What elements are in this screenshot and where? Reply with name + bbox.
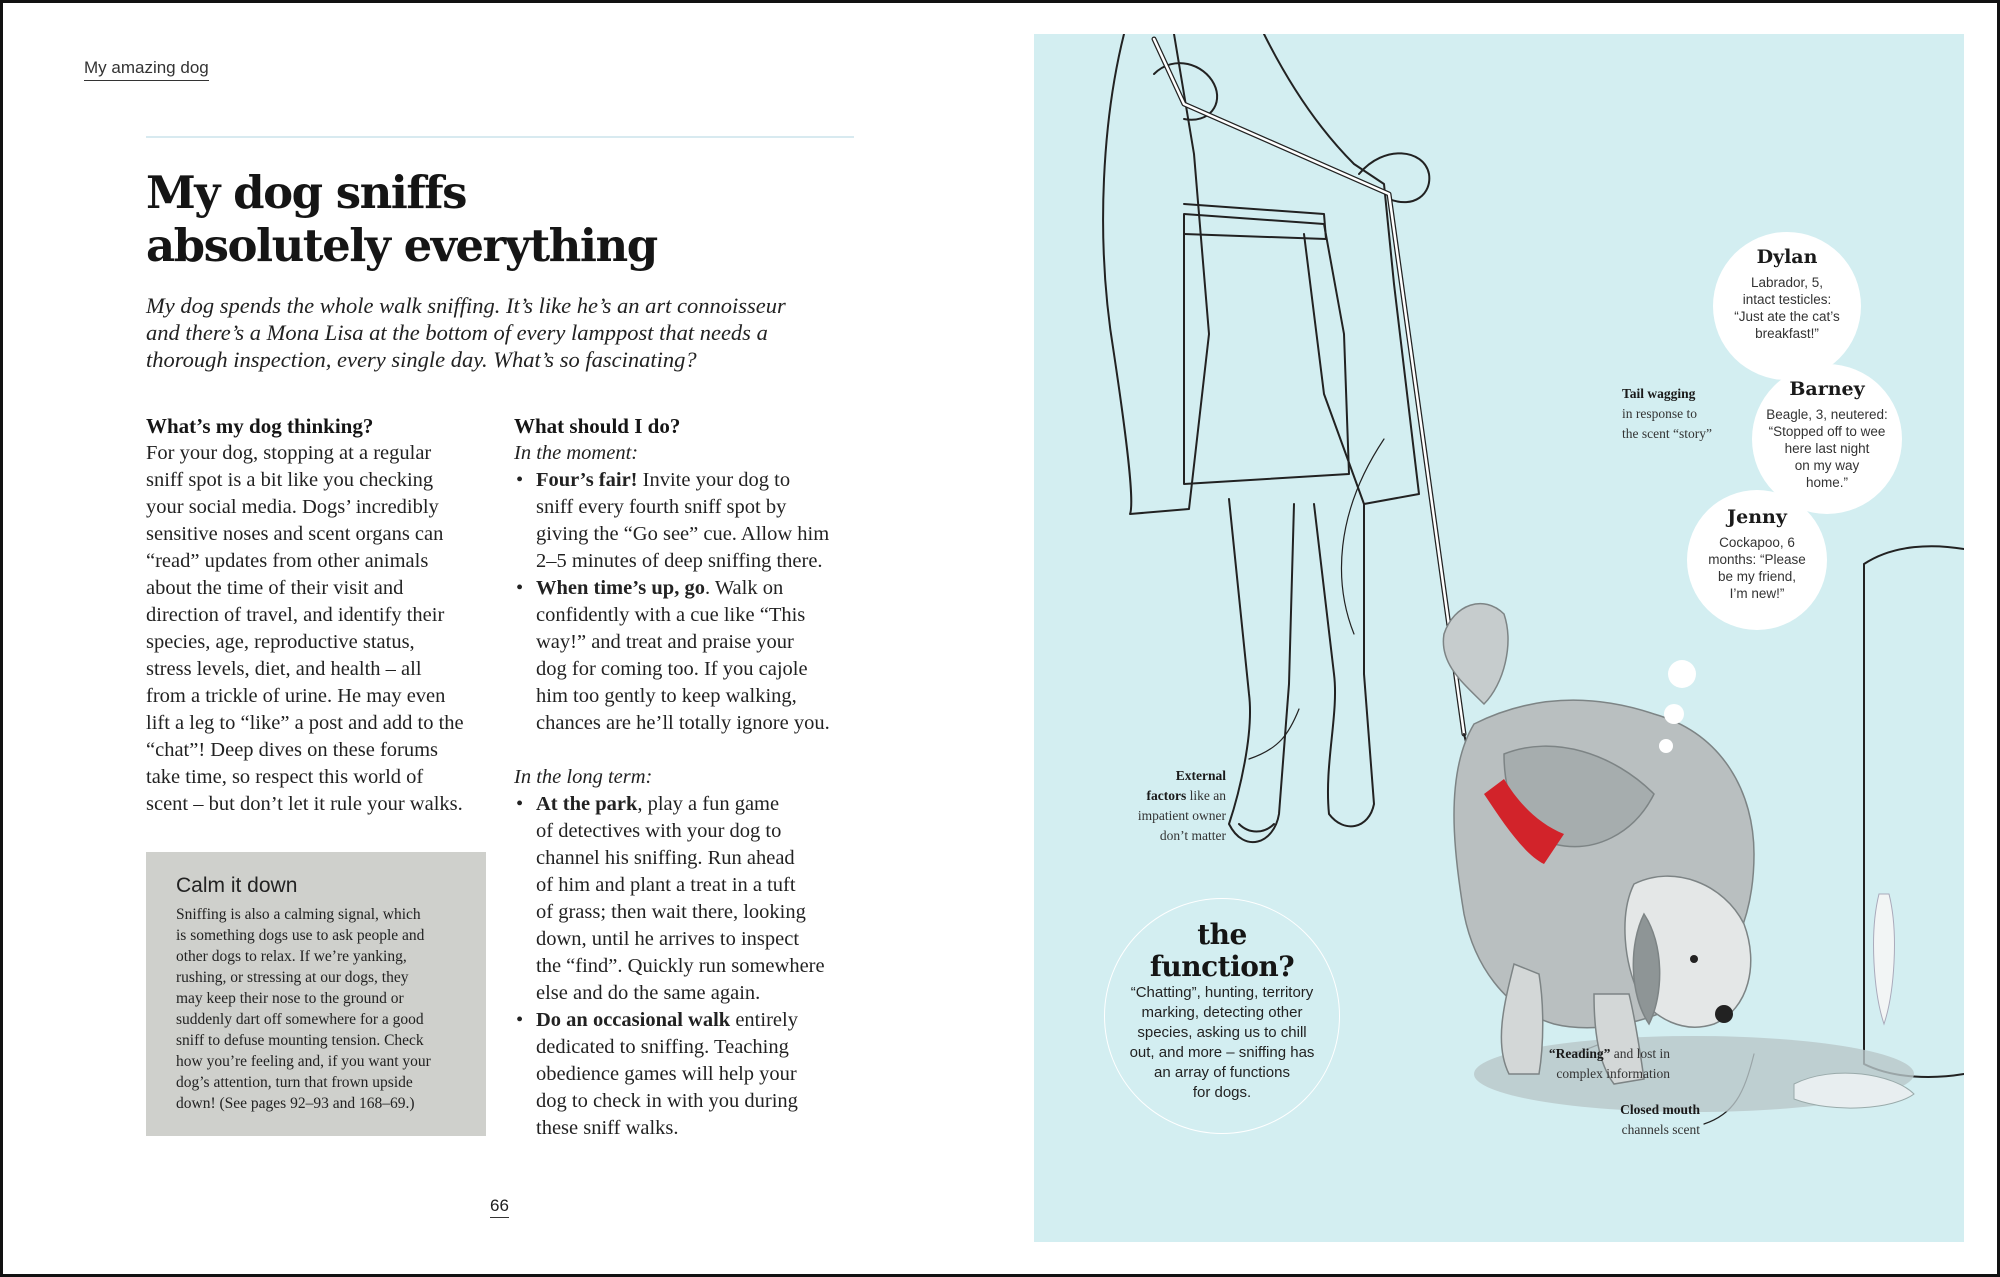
calm-line: suddenly dart off somewhere for a good	[176, 1011, 424, 1028]
body-line: species, age, reproductive status,	[146, 631, 415, 653]
bullet-line: dog for coming too. If you cajole	[536, 658, 808, 680]
intro-line: thorough inspection, every single day. What’s so fascinating?	[146, 347, 697, 372]
bullet-line: the “find”. Quickly run somewhere	[536, 955, 825, 977]
label-external-factors	[1122, 766, 1226, 846]
bubble-line: “Stopped off to wee	[1768, 424, 1886, 439]
label-bold: factors	[1146, 788, 1187, 803]
bullet-line: confidently with a cue like “This	[536, 604, 806, 626]
bullet-time-up	[514, 575, 864, 602]
label-line: the scent “story”	[1622, 426, 1712, 441]
bullet-line: chances are he’ll totally ignore you.	[536, 712, 830, 734]
bullet-line: down, until he arrives to inspect	[536, 928, 800, 950]
bullet-text: . Walk on	[704, 577, 784, 599]
long-term-label: In the long term:	[514, 766, 653, 788]
bullet-bold: At the park	[536, 793, 638, 815]
calm-line: other dogs to relax. If we’re yanking,	[176, 948, 407, 965]
bullet-bold: Do an occasional walk	[536, 1009, 731, 1031]
bullet-line: 2–5 minutes of deep sniffing there.	[536, 550, 823, 572]
label-bold: “Reading”	[1548, 1046, 1611, 1061]
bullet-line: sniff every fourth sniff spot by	[536, 496, 787, 518]
calm-it-down-box	[146, 852, 486, 1136]
body-line: about the time of their visit and	[146, 577, 404, 599]
function-title-line: function?	[1149, 950, 1295, 983]
title-line: My dog sniffs	[146, 166, 466, 219]
external-leader	[1249, 709, 1299, 759]
dog-nose	[1715, 1005, 1733, 1023]
label-reading	[1530, 1044, 1670, 1084]
body-line: from a trickle of urine. He may even	[146, 685, 446, 707]
title-line: absolutely everything	[146, 219, 657, 272]
bubble-line: Cockapoo, 6	[1719, 535, 1795, 550]
bubble-line: I’m new!”	[1729, 586, 1785, 601]
owner-arm	[1154, 63, 1217, 120]
bubble-line: months: “Please	[1708, 552, 1806, 567]
calm-line: Sniffing is also a calming signal, which	[176, 906, 421, 923]
body-line: stress levels, diet, and health – all	[146, 658, 422, 680]
calm-line: dog’s attention, turn that frown upside	[176, 1074, 413, 1091]
label-line: in response to	[1622, 406, 1697, 421]
function-line: “Chatting”, hunting, territory	[1130, 984, 1314, 1001]
urine-splash	[1874, 894, 1895, 1024]
bubble-jenny	[1687, 490, 1827, 630]
intro-text	[146, 292, 866, 373]
dog	[1443, 604, 1754, 1084]
label-bold: Closed mouth	[1620, 1102, 1700, 1117]
bullet-line: else and do the same again.	[536, 982, 761, 1004]
body-line: lift a leg to “like” a post and add to the	[146, 712, 464, 734]
body-line: “chat”! Deep dives on these forums	[146, 739, 439, 761]
label-line: impatient owner	[1137, 808, 1226, 823]
owner-boot-detail	[1239, 824, 1274, 832]
label-closed-mouth	[1600, 1100, 1700, 1140]
bullet-line: of detectives with your dog to	[536, 820, 782, 842]
page-number: 66	[490, 1196, 509, 1218]
should-column	[514, 412, 864, 1142]
owner-leg-right	[1314, 504, 1374, 826]
thought-dot	[1668, 660, 1696, 688]
body-line: For your dog, stopping at a regular	[146, 442, 432, 464]
bullet-line: dedicated to sniffing. Teaching	[536, 1036, 789, 1058]
function-line: for dogs.	[1192, 1084, 1252, 1101]
thinking-heading: What’s my dog thinking?	[146, 414, 374, 438]
body-line: your social media. Dogs’ incredibly	[146, 496, 439, 518]
bullet-line: dog to check in with you during	[536, 1090, 798, 1112]
bubble-line: here last night	[1784, 441, 1870, 456]
body-line: sniff spot is a bit like you checking	[146, 469, 434, 491]
bullet-at-the-park	[514, 791, 864, 818]
calm-line: how you’re feeling and, if you want your	[176, 1053, 431, 1070]
calm-line: sniff to defuse mounting tension. Check	[176, 1032, 424, 1049]
label-line	[1530, 1044, 1670, 1064]
thought-dot	[1664, 704, 1684, 724]
owner-skirt	[1184, 214, 1349, 484]
bullet-line: him too gently to keep walking,	[536, 685, 797, 707]
label-bold: Tail wagging	[1622, 386, 1696, 401]
function-line: marking, detecting other	[1141, 1004, 1303, 1021]
body-line: sensitive noses and scent organs can	[146, 523, 444, 545]
calm-heading: Calm it down	[176, 874, 298, 897]
bullet-text: Invite your dog to	[637, 469, 791, 491]
intro-line: and there’s a Mona Lisa at the bottom of every lamppost that needs a	[146, 320, 768, 345]
bullet-line: obedience games will help your	[536, 1063, 797, 1085]
leash	[1154, 39, 1464, 734]
label-bold: External	[1175, 768, 1226, 783]
bullet-line: channel his sniffing. Run ahead	[536, 847, 795, 869]
header-rule	[146, 136, 854, 138]
bullet-bold: When time’s up, go	[536, 577, 705, 599]
bubble-name: Barney	[1789, 378, 1865, 400]
intro-line: My dog spends the whole walk sniffing. It’s like he’s an art connoisseur	[146, 293, 786, 318]
bubble-line: home.”	[1805, 475, 1849, 490]
bubble-line: on my way	[1794, 458, 1860, 473]
bullet-line: of him and plant a treat in a tuft	[536, 874, 796, 896]
function-line: out, and more – sniffing has	[1129, 1044, 1315, 1061]
body-line: direction of travel, and identify their	[146, 604, 445, 626]
label-text: and lost in	[1610, 1046, 1670, 1061]
spacer	[514, 737, 864, 764]
body-line: take time, so respect this world of	[146, 766, 424, 788]
owner-leg-left	[1229, 499, 1294, 842]
bullet-line: giving the “Go see” cue. Allow him	[536, 523, 830, 545]
calm-line: may keep their nose to the ground or	[176, 990, 404, 1007]
label-line: channels scent	[1621, 1122, 1700, 1137]
owner-hand	[1359, 153, 1429, 202]
bubble-line: breakfast!”	[1755, 326, 1819, 341]
bubble-dylan	[1713, 232, 1861, 380]
bubble-line: Labrador, 5,	[1750, 275, 1824, 290]
dog-eye	[1690, 955, 1698, 963]
running-head: My amazing dog	[84, 58, 209, 81]
body-line: “read” updates from other animals	[146, 550, 429, 572]
function-circle	[1104, 898, 1340, 1134]
function-line: an array of functions	[1154, 1064, 1290, 1081]
bullet-text: , play a fun game	[637, 793, 780, 815]
should-heading: What should I do?	[514, 414, 681, 438]
label-line: complex information	[1556, 1066, 1670, 1081]
bullet-line: way!” and treat and praise your	[536, 631, 794, 653]
bubble-line: Beagle, 3, neutered:	[1766, 407, 1888, 422]
function-title-line: the	[1197, 918, 1247, 951]
bullet-occasional-walk	[514, 1007, 864, 1034]
calm-line: rushing, or stressing at our dogs, they	[176, 969, 409, 986]
label-text: like an	[1186, 788, 1226, 803]
calm-line: down! (See pages 92–93 and 168–69.)	[176, 1095, 415, 1112]
label-tail-wagging	[1622, 384, 1712, 444]
bubble-line: intact testicles:	[1742, 292, 1832, 307]
calm-line: is something dogs use to ask people and	[176, 927, 425, 944]
bubble-line: “Just ate the cat’s	[1734, 309, 1840, 324]
bullet-text: entirely	[730, 1009, 798, 1031]
bullet-fours-fair	[514, 467, 864, 494]
label-line: don’t matter	[1159, 828, 1226, 843]
moment-label: In the moment:	[514, 442, 639, 464]
label-line	[1122, 786, 1226, 806]
function-line: species, asking us to chill	[1137, 1024, 1307, 1041]
body-line: scent – but don’t let it rule your walks.	[146, 793, 463, 815]
bullet-line: of grass; then wait there, looking	[536, 901, 806, 923]
bubble-name: Dylan	[1756, 246, 1818, 268]
dog-tail	[1443, 604, 1508, 704]
owner-coat-outline	[1264, 34, 1419, 504]
bullet-bold: Four’s fair!	[536, 469, 638, 491]
page-title	[146, 166, 866, 272]
bubble-name: Jenny	[1727, 506, 1787, 528]
bubble-line: be my friend,	[1717, 569, 1797, 584]
thinking-column	[146, 412, 491, 818]
thought-dot	[1659, 739, 1673, 753]
bullet-line: these sniff walks.	[536, 1117, 679, 1139]
